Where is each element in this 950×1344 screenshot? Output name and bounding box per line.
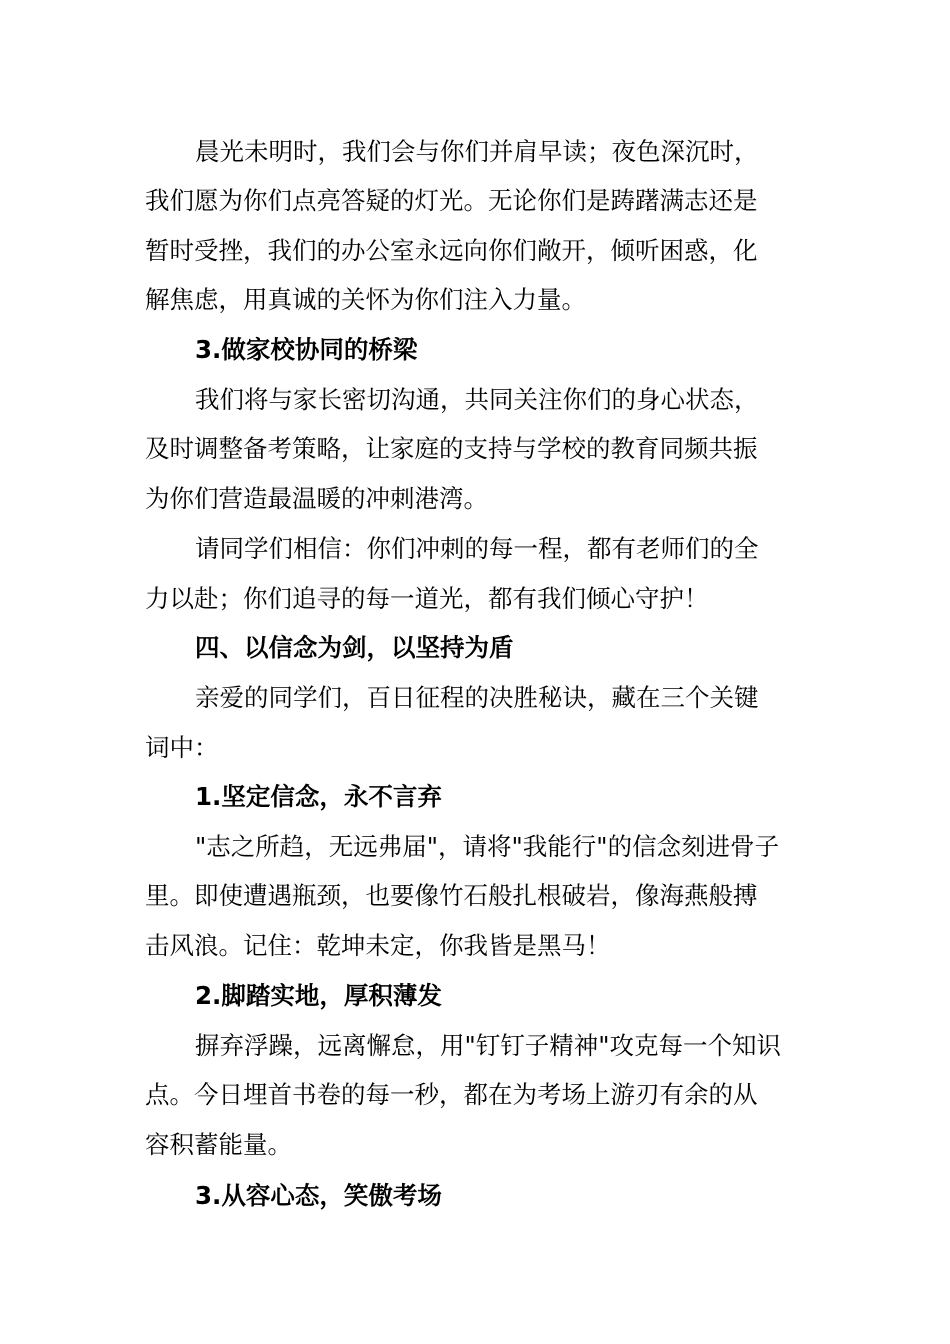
section-heading: 1.坚定信念，永不言弃: [195, 782, 442, 811]
paragraph-line: 我们愿为你们点亮答疑的灯光。无论你们是踌躇满志还是: [145, 186, 758, 215]
paragraph-line: 里。即使遭遇瓶颈，也要像竹石般扎根破岩，像海燕般搏: [145, 881, 758, 910]
paragraph-line: "志之所趋，无远弗届"，请将"我能行"的信念刻进骨子: [195, 832, 780, 861]
paragraph-line: 我们将与家长密切沟通，共同关注你们的身心状态，: [195, 385, 759, 414]
paragraph-line: 晨光未明时，我们会与你们并肩早读；夜色深沉时，: [195, 137, 759, 166]
section-heading: 3.从容心态，笑傲考场: [195, 1181, 442, 1210]
section-heading: 2.脚踏实地，厚积薄发: [195, 981, 442, 1010]
section-heading: 四、以信念为剑，以坚持为盾: [195, 633, 514, 662]
paragraph-line: 为你们营造最温暖的冲刺港湾。: [145, 484, 488, 513]
paragraph-line: 及时调整备考策略，让家庭的支持与学校的教育同频共振: [145, 434, 758, 463]
paragraph-line: 暂时受挫，我们的办公室永远向你们敞开，倾听困惑，化: [145, 236, 758, 265]
paragraph-line: 词中：: [145, 733, 219, 762]
paragraph-line: 摒弃浮躁，远离懈怠，用"钉钉子精神"攻克每一个知识: [195, 1031, 782, 1060]
paragraph-line: 点。今日埋首书卷的每一秒，都在为考场上游刃有余的从: [145, 1080, 758, 1109]
paragraph-line: 力以赴；你们追寻的每一道光，都有我们倾心守护！: [145, 584, 709, 613]
section-heading: 3.做家校协同的桥梁: [195, 335, 418, 364]
paragraph-line: 击风浪。记住：乾坤未定，你我皆是黑马！: [145, 931, 611, 960]
paragraph-line: 亲爱的同学们，百日征程的决胜秘诀，藏在三个关键: [195, 683, 759, 712]
paragraph-line: 解焦虑，用真诚的关怀为你们注入力量。: [145, 285, 586, 314]
paragraph-line: 容积蓄能量。: [145, 1130, 292, 1159]
paragraph-line: 请同学们相信：你们冲刺的每一程，都有老师们的全: [195, 534, 759, 563]
